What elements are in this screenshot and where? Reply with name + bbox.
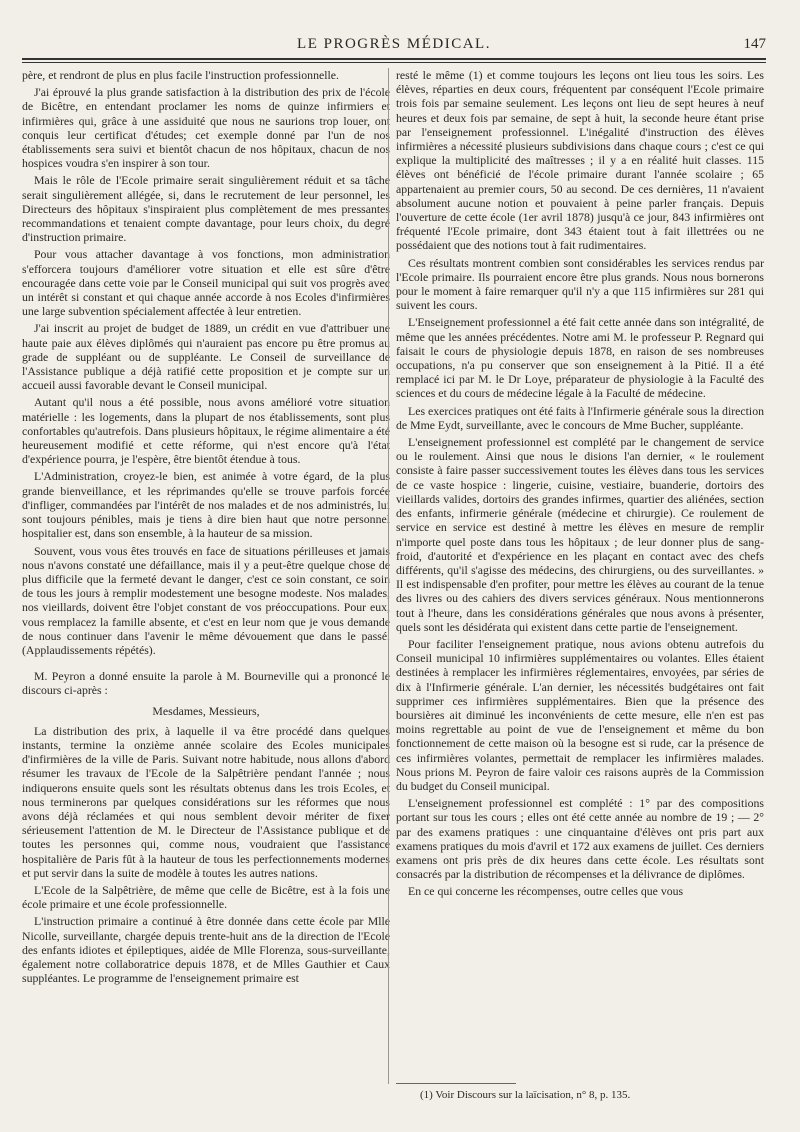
paragraph: L'enseignement professionnel est complété par le changement de service ou le roulement. Ainsi que nous le disions l'an dernier, « le roulement consiste à faire passer successivement toutes les élèves dans tous les services de ce vaste hospice : lingerie, cuisine, vestiaire, buanderie, dortoirs des vieillards valides, dortoirs des grandes infirmes, quartier des aliénées, section des enfants, infirmerie générale (médecine et chirurgie). Ce roulement de service en service est destiné à mettre les élèves en mesure de remplir n'importe quel poste dans tous les hôpitaux ; de leur donner plus de sang-froid, d'autorité et d'expérience en les plaçant en contact avec des chefs différents, qu'il s'agisse des médecins, des chirurgiens, ou des surveillantes. » Il est indispensable d'en profiter, pour mettre les élèves au courant de la tenue des livres ou des cahiers des divers services généraux. Nous mentionnerons tout à l'heure, dans les considérations générales que nous avons à présenter, quels sont les désidérata qui existent dans cette partie de l'enseignement.	[396, 435, 764, 634]
paragraph: L'Administration, croyez-le bien, est animée à votre égard, de la plus grande bienveillance, et les réprimandes qu'elle se trouve parfois forcée d'infliger, commandées par l'intérêt de nos malades et de nos administrés, lui sont toujours pénibles, mais je tiens à dire bien haut que notre personnel hospitalier est, dans son ensemble, à la hauteur de sa mission.	[22, 469, 390, 541]
paragraph: Mais le rôle de l'Ecole primaire serait singulièrement réduit et sa tâche serait singulièrement allégée, si, dans le recrutement de leur personnel, les Directeurs des hôpitaux s'inspiraient plus complètement de mes pressantes recommandations et tenaient compte davantage, pour leurs choix, du degré d'instruction primaire.	[22, 173, 390, 245]
paragraph: père, et rendront de plus en plus facile l'instruction professionnelle.	[22, 68, 339, 82]
paragraph: resté le même (1) et comme toujours les leçons ont lieu tous les soirs. Les élèves, réparties en deux cours, fréquentent par conséquent l'Ecole primaire trois fois par semaine seulement. Les leçons ont lieu de sept heures à neuf heures et deux fois par semaine, de sept à huit, la seconde heure étant prise par l'enseignement professionnel. L'inégalité d'instruction des élèves infirmières a nécessité plusieurs subdivisions dans chaque cours ; c'est ce qui explique la multiplicité des maîtresses ; il y a en réalité huit classes. 115 élèves ont bénéficié de l'école primaire durant l'année scolaire ; 65 appartenaient au premier cours, 50 au second. De ces dernières, 11 n'avaient absolument aucune notion et pouvaient à peine parler français. Depuis l'ouverture de cette école (1er avril 1878) jusqu'à ce jour, 843 infirmières ont fréquenté l'Ecole primaire, dont 343 étaient tout à fait illettrées ou ne possédaient que des notions tout à fait rudimentaires.	[396, 68, 764, 253]
paragraph: J'ai éprouvé la plus grande satisfaction à la distribution des prix de l'école de Bicêtre, en entendant proclamer les noms de quinze infirmiers et infirmières qui, grâce à une assiduité que nous ne saurions trop louer, ont conquis leur certificat d'études; cet exemple donné par l'un de nos établissements sera suivi et bientôt chacun de nos hôpitaux, chacun de nos hospices voudra s'en inspirer à son tour.	[22, 85, 390, 171]
page-number: 147	[743, 36, 766, 52]
paragraph: En ce qui concerne les récompenses, outre celles que vous	[408, 884, 684, 899]
paragraph: L'enseignement professionnel est complété : 1° par des compositions portant sur tous les cours ; elles ont été cette année au nombre de 19 ; — 2° par des examens pratiques : une cinquantaine d'élèves ont pris part aux examens pratiques du mois d'avril et 172 aux examens de juillet. Ces derniers examens ont pris près de dix heures dans cette école. Les résultats sont consacrés par la distribution de récompenses et la délivrance de diplômes.	[396, 796, 764, 882]
header-rule	[22, 58, 766, 60]
header-rule-thin	[22, 62, 766, 63]
left-column	[22, 68, 390, 988]
salutation: Mesdames, Messieurs,	[152, 703, 260, 718]
paragraph: La distribution des prix, à laquelle il va être procédé dans quelques instants, termine la onzième année scolaire des Ecoles municipales d'infirmières de la ville de Paris. Suivant notre habitude, nous allons d'abord résumer les travaux de l'Ecole de la Salpêtrière pendant l'année ; nous indiquerons ensuite quels sont les résultats obtenus dans les trois Ecoles, et nous terminerons par quelques considérations sur les réformes que nous avons déjà réclamées et qui nous semblent devoir mériter de fixer sérieusement l'attention de M. le Directeur de l'Assistance publique et de toutes les personnes qui, comme nous, voudraient que l'assistance hospitalière de Paris fût à la hauteur de tous les perfectionnements modernes et put servir dans la suite de modèle à toutes les autres nations.	[22, 723, 390, 880]
paragraph: J'ai inscrit au projet de budget de 1889, un crédit en vue d'attribuer une haute paie aux élèves diplômés qui n'auraient pas encore pu être promus au grade de suppléant ou de suppléante. Le Conseil de surveillance de l'Assistance publique a déjà ratifié cette proposition et je compte sur un accueil aussi favorable devant le Conseil municipal.	[22, 321, 390, 393]
paragraph: Pour vous attacher davantage à vos fonctions, mon administration s'efforcera toujours d'améliorer votre situation et elle est sûre d'être encouragée dans cette voie par le Conseil municipal qui suit vos progrès avec un intérêt si constant et qui chaque année accorde à nos Ecoles d'infirmières une large subvention spécialement affectée à leur entretien.	[22, 247, 390, 319]
paragraph: Ces résultats montrent combien sont considérables les services rendus par l'Ecole primaire. Ils pourraient encore être plus grands. Nous nous bornerons pour le moment à faire remarquer qu'il n'y a que 115 infirmières sur 281 qui suivent les cours.	[396, 255, 764, 313]
paragraph: L'Ecole de la Salpêtrière, de même que celle de Bicêtre, est à la fois une école primaire et une école professionnelle.	[22, 882, 390, 912]
footnote: (1) Voir Discours sur la laïcisation, n° 8, p. 135.	[420, 1089, 631, 1101]
right-column	[396, 68, 764, 902]
paragraph: Pour faciliter l'enseignement pratique, nous avions obtenu autrefois du Conseil municipal 10 infirmières supplémentaires ou volantes. Elles étaient destinées à remplacer les infirmières réglementaires, envoyées, par séries de dix à l'Infirmerie générale. L'an dernier, les nécessités budgétaires ont fait supprimer ces infirmières supplémentaires. Bien que la présence des boursières ait diminué les inconvénients de cette mesure, elle n'en est pas moins regrettable au point de vue de l'enseignement et même du bon fonctionnement de cette maison où la besogne est si rude, car la présence de ces infirmières volantes, permettait de remplacer les infirmières malades. Nous prions M. Peyron de faire valoir ces raisons auprès de la Commission du budget du Conseil municipal.	[396, 636, 764, 793]
column-divider	[388, 68, 389, 1084]
journal-title: LE PROGRÈS MÉDICAL.	[297, 36, 491, 52]
paragraph: L'instruction primaire a continué à être donnée dans cette école par Mlle Nicolle, surveillante, chargée depuis trente-huit ans de la direction de l'Ecole des enfants idiotes et épileptiques, aidée de Mlle Florenza, sous-surveillante, également notre collaboratrice depuis 1878, et de Mlles Gauthier et Caux suppléantes. Le programme de l'enseignement primaire est	[22, 914, 390, 986]
paragraph: Les exercices pratiques ont été faits à l'Infirmerie générale sous la direction de Mme Eydt, surveillante, avec le concours de Mme Bucher, suppléante.	[396, 403, 764, 432]
footnote-rule	[396, 1083, 516, 1084]
paragraph: L'Enseignement professionnel a été fait cette année dans son intégralité, de même que les années précédentes. Notre ami M. le professeur P. Regnard qui faisait le cours de physiologie depuis 1878, en raison de ses nombreuses occupations, n'a pu conserver que son enseignement à la Pitié. Il a été remplacé ici par M. le Dr Loye, préparateur de physiologie à la Faculté des sciences et du cours de médecine légale à la Faculté de médecine.	[396, 315, 764, 401]
paragraph: M. Peyron a donné ensuite la parole à M. Bourneville qui a prononcé le discours ci-après :	[22, 669, 390, 698]
paragraph: Autant qu'il nous a été possible, nous avons amélioré votre situation matérielle : les logements, dans la plupart de nos établissements, sont plus confortables qu'autrefois. Dans plusieurs hôpitaux, le régime alimentaire a été heureusement modifié et cette réforme, qui n'est encore qu'à l'état d'expérience pourra, je l'espère, être bientôt étendue à tous.	[22, 395, 390, 467]
paragraph: Souvent, vous vous êtes trouvés en face de situations périlleuses et jamais nous n'avons constaté une défaillance, mais il y a peut-être quelque chose de plus difficile que la fermeté devant le danger, c'est ce soin constant, ce soin de tous les jours à remplir modestement une besogne modeste. Nos malades, nos vieillards, doivent être l'objet constant de vos préoccupations. Pour eux, vous remplacez la famille absente, et c'est en leur nom que je vous demande de nous continuer dans l'avenir le même dévouement que dans le passé. (Applaudissements répétés).	[22, 543, 390, 657]
running-head	[22, 36, 766, 56]
